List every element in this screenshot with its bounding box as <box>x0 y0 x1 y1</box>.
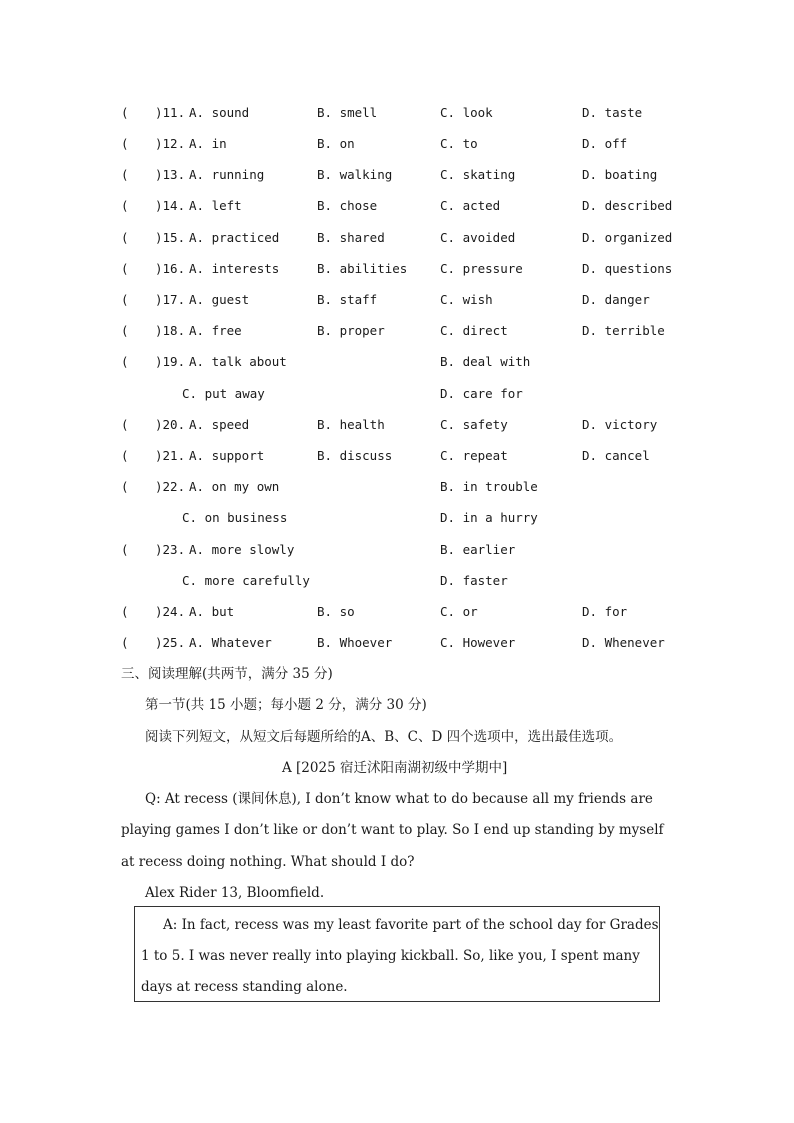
option-c: C. more carefully <box>182 573 310 588</box>
question-row-22-cont <box>0 508 794 528</box>
question-row-21 <box>0 446 794 466</box>
question-number: )25. <box>155 635 186 650</box>
answer-line: A: In fact, recess was my least favorite part of the school day for Grades <box>163 917 659 933</box>
option-a: A. support <box>189 448 265 463</box>
option-b: B. staff <box>317 292 378 307</box>
answer-paren: ( <box>121 448 129 463</box>
answer-paren: ( <box>121 323 129 338</box>
option-c: C. safety <box>440 417 508 432</box>
answer-paren: ( <box>121 604 129 619</box>
option-b: B. deal with <box>440 354 531 369</box>
option-b: B. Whoever <box>317 635 393 650</box>
answer-paren: ( <box>121 198 129 213</box>
passage-line: Q: At recess (课间休息), I don’t know what to do because all my friends are <box>145 791 653 807</box>
question-number: )18. <box>155 323 186 338</box>
passage-title: A [2025 宿迁沭阳南湖初级中学期中] <box>282 760 508 776</box>
question-row-19-cont <box>0 384 794 404</box>
answer-line: days at recess standing alone. <box>141 979 348 995</box>
question-row-15 <box>0 228 794 248</box>
option-b: B. chose <box>317 198 378 213</box>
option-d: D. boating <box>582 167 658 182</box>
option-d: D. off <box>582 136 628 151</box>
option-d: D. for <box>582 604 628 619</box>
question-row-19 <box>0 352 794 372</box>
option-b: B. on <box>317 136 355 151</box>
question-number: )23. <box>155 542 186 557</box>
option-c: C. on business <box>182 510 288 525</box>
option-a: A. running <box>189 167 265 182</box>
option-d: D. Whenever <box>582 635 665 650</box>
question-row-24 <box>0 602 794 622</box>
option-b: B. proper <box>317 323 385 338</box>
question-number: )12. <box>155 136 186 151</box>
answer-paren: ( <box>121 479 129 494</box>
option-c: C. to <box>440 136 478 151</box>
option-b: B. discuss <box>317 448 393 463</box>
answer-paren: ( <box>121 230 129 245</box>
question-row-14 <box>0 196 794 216</box>
option-b: B. walking <box>317 167 393 182</box>
question-row-23-cont <box>0 571 794 591</box>
question-number: )21. <box>155 448 186 463</box>
option-d: D. victory <box>582 417 658 432</box>
option-b: B. in trouble <box>440 479 538 494</box>
option-d: D. organized <box>582 230 673 245</box>
question-number: )19. <box>155 354 186 369</box>
question-row-13 <box>0 165 794 185</box>
option-d: D. described <box>582 198 673 213</box>
option-c: C. or <box>440 604 478 619</box>
part-heading: 第一节(共 15 小题；每小题 2 分，满分 30 分) <box>145 697 427 713</box>
passage-line: playing games I don’t like or don’t want to play. So I end up standing by myself <box>121 822 664 838</box>
option-a: A. guest <box>189 292 250 307</box>
option-a: A. speed <box>189 417 250 432</box>
answer-paren: ( <box>121 261 129 276</box>
question-row-17 <box>0 290 794 310</box>
passage-line: at recess doing nothing. What should I do? <box>121 854 415 870</box>
question-number: )22. <box>155 479 186 494</box>
instructions: 阅读下列短文，从短文后每题所给的A、B、C、D 四个选项中，选出最佳选项。 <box>145 729 623 745</box>
option-d: D. terrible <box>582 323 665 338</box>
option-d: D. care for <box>440 386 523 401</box>
option-a: A. interests <box>189 261 280 276</box>
option-c: C. skating <box>440 167 516 182</box>
option-d: D. questions <box>582 261 673 276</box>
option-c: C. However <box>440 635 516 650</box>
question-row-20 <box>0 415 794 435</box>
option-c: C. pressure <box>440 261 523 276</box>
question-row-16 <box>0 259 794 279</box>
question-row-11 <box>0 103 794 123</box>
option-c: C. avoided <box>440 230 516 245</box>
question-number: )20. <box>155 417 186 432</box>
option-b: B. earlier <box>440 542 516 557</box>
option-a: A. practiced <box>189 230 280 245</box>
option-c: C. put away <box>182 386 265 401</box>
option-c: C. direct <box>440 323 508 338</box>
question-number: )24. <box>155 604 186 619</box>
answer-line: 1 to 5. I was never really into playing kickball. So, like you, I spent many <box>141 948 640 964</box>
question-number: )16. <box>155 261 186 276</box>
answer-paren: ( <box>121 105 129 120</box>
option-c: C. look <box>440 105 493 120</box>
option-d: D. danger <box>582 292 650 307</box>
option-a: A. sound <box>189 105 250 120</box>
option-d: D. in a hurry <box>440 510 538 525</box>
question-row-25 <box>0 633 794 653</box>
question-row-22 <box>0 477 794 497</box>
option-a: A. more slowly <box>189 542 295 557</box>
option-a: A. left <box>189 198 242 213</box>
section-heading: 三、阅读理解(共两节，满分 35 分) <box>121 666 333 682</box>
answer-paren: ( <box>121 167 129 182</box>
answer-paren: ( <box>121 417 129 432</box>
option-d: D. faster <box>440 573 508 588</box>
option-c: C. wish <box>440 292 493 307</box>
option-a: A. on my own <box>189 479 280 494</box>
answer-paren: ( <box>121 354 129 369</box>
option-b: B. smell <box>317 105 378 120</box>
option-c: C. repeat <box>440 448 508 463</box>
question-row-23 <box>0 540 794 560</box>
option-a: A. talk about <box>189 354 287 369</box>
question-number: )11. <box>155 105 186 120</box>
question-number: )14. <box>155 198 186 213</box>
option-c: C. acted <box>440 198 501 213</box>
option-d: D. cancel <box>582 448 650 463</box>
option-b: B. shared <box>317 230 385 245</box>
option-a: A. in <box>189 136 227 151</box>
question-row-18 <box>0 321 794 341</box>
question-number: )13. <box>155 167 186 182</box>
option-d: D. taste <box>582 105 643 120</box>
question-number: )17. <box>155 292 186 307</box>
answer-paren: ( <box>121 136 129 151</box>
passage-signature: Alex Rider 13, Bloomfield. <box>145 885 325 901</box>
answer-paren: ( <box>121 635 129 650</box>
option-b: B. health <box>317 417 385 432</box>
answer-paren: ( <box>121 542 129 557</box>
option-b: B. abilities <box>317 261 408 276</box>
option-a: A. but <box>189 604 235 619</box>
answer-paren: ( <box>121 292 129 307</box>
question-number: )15. <box>155 230 186 245</box>
option-a: A. free <box>189 323 242 338</box>
option-b: B. so <box>317 604 355 619</box>
option-a: A. Whatever <box>189 635 272 650</box>
question-row-12 <box>0 134 794 154</box>
